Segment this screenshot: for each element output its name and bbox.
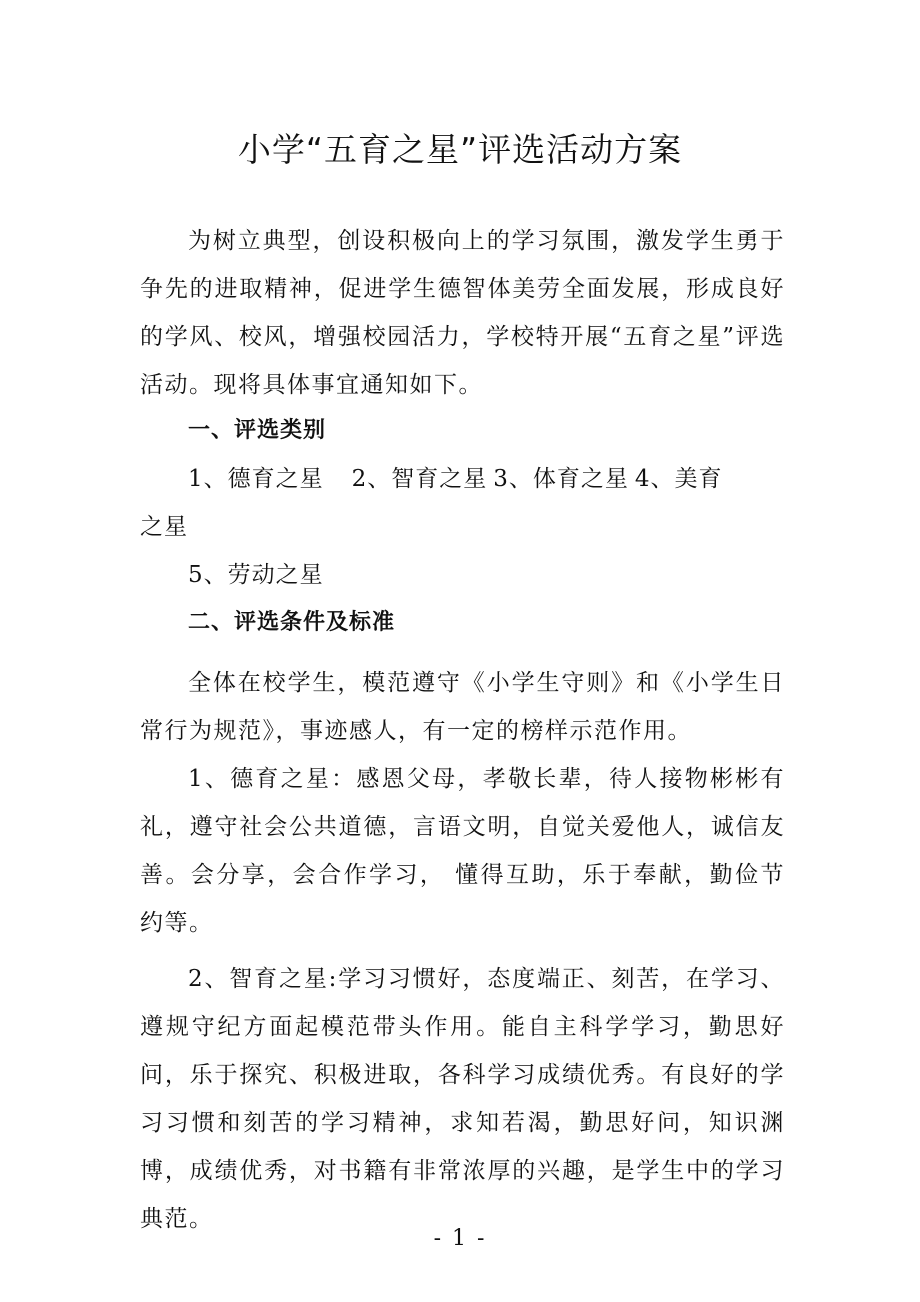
intro-paragraph: 为树立典型，创设积极向上的学习氛围，激发学生勇于争先的进取精神，促进学生德智体美劳全面发展，形成良好的学风、校风，增强校园活力，学校特开展“五育之星”评选活动。现将具体事宜通知如下。 xyxy=(140,228,785,398)
category-item: 2、智育之星 xyxy=(351,466,488,492)
category-list xyxy=(188,455,723,503)
category-item: 4、美育 xyxy=(634,466,723,492)
category-item-continuation: 之星 xyxy=(140,514,188,540)
criteria-item-academic: 2、智育之星:学习习惯好，态度端正、刻苦，在学习、遵规守纪方面起模范带头作用。能自主科学学习，勤思好问，乐于探究、积极进取，各科学习成绩优秀。有良好的学习习惯和刻苦的学习精神，求知若渴，勤思好问，知识渊博，成绩优秀，对书籍有非常浓厚的兴趣，是学生中的学习典范。 xyxy=(140,966,785,1232)
category-item: 1、德育之星 xyxy=(188,466,324,492)
criteria-item-moral: 1、德育之星：感恩父母，孝敬长辈，待人接物彬彬有礼，遵守社会公共道德，言语文明，自觉关爱他人，诚信友善。会分享，会合作学习， 懂得互助，乐于奉献，勤俭节约等。 xyxy=(140,766,785,936)
criteria-general-paragraph: 全体在校学生，模范遵守《小学生守则》和《小学生日常行为规范》，事迹感人，有一定的榜样示范作用。 xyxy=(140,670,785,744)
section-heading-categories: 一、评选类别 xyxy=(188,418,327,443)
document-title: 小学“五育之星”评选活动方案 xyxy=(237,130,683,169)
section-heading-criteria: 二、评选条件及标准 xyxy=(188,610,396,635)
page-number: - 1 - xyxy=(433,1226,487,1251)
category-item: 3、体育之星 xyxy=(493,466,629,492)
category-item: 5、劳动之星 xyxy=(188,562,324,588)
